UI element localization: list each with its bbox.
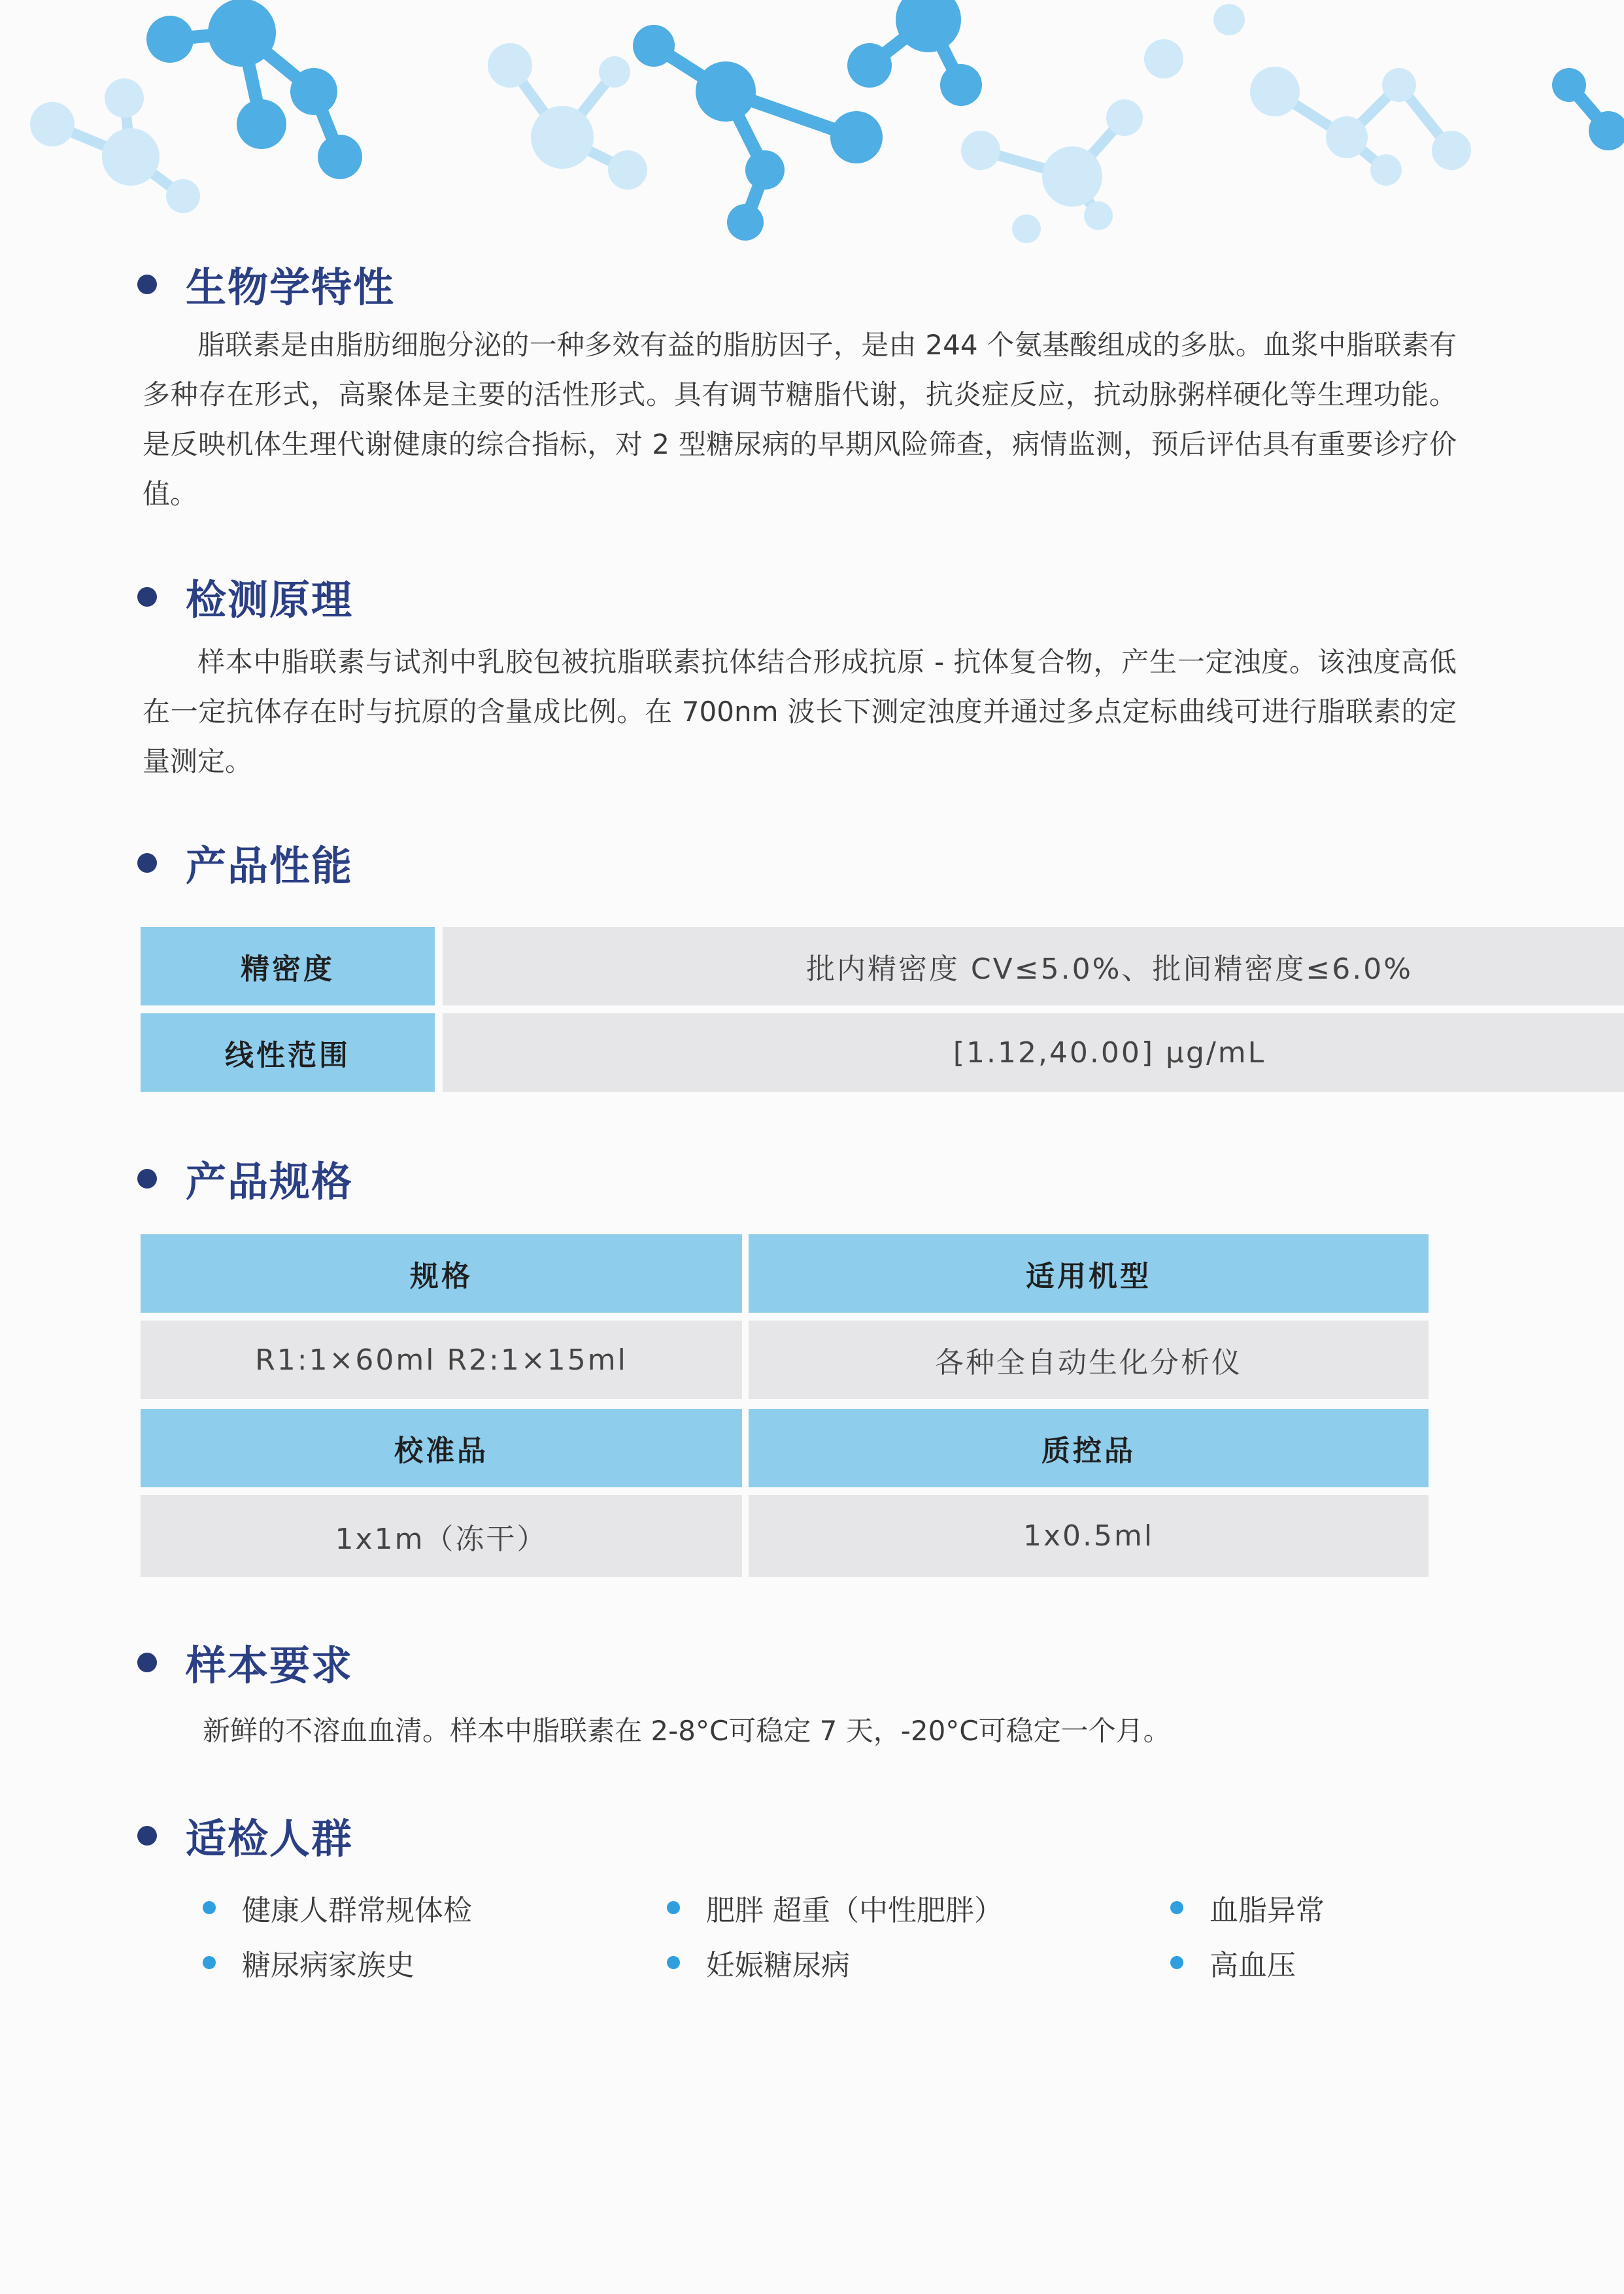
spec-value-control: 1x0.5ml: [749, 1495, 1429, 1577]
population-item: [667, 1887, 1003, 1929]
spec-header-calibrator: 校准品: [141, 1409, 742, 1487]
population-item: [1170, 1887, 1325, 1929]
population-item-label: 健康人群常规体检: [242, 1894, 472, 1927]
list-dot-icon: [203, 1956, 216, 1969]
heading-bullet-icon: [137, 1169, 157, 1189]
section-spec-title: 产品规格: [186, 1158, 354, 1206]
population-item: [203, 1942, 414, 1983]
list-dot-icon: [1170, 1956, 1183, 1969]
bio-paragraph: 脂联素是由脂肪细胞分泌的一种多效有益的脂肪因子，是由 244 个氨基酸组成的多肽。血浆中脂联素有多种存在形式，高聚体是主要的活性形式。具有调节糖脂代谢，抗炎症反应，抗动脉粥样硬化等生理功能。是反映机体生理代谢健康的综合指标，对 2 型糖尿病的早期风险筛查，病情监测，预后评估具有重要诊疗价值。: [143, 329, 1457, 510]
population-item: [1170, 1942, 1296, 1983]
performance-label-linearity: 线性范围: [141, 1013, 435, 1092]
section-performance-title: 产品性能: [186, 842, 354, 890]
population-item-label: 糖尿病家族史: [242, 1949, 414, 1982]
spec-value-calibrator: 1x1m（冻干）: [141, 1495, 742, 1577]
section-sample-title: 样本要求: [186, 1642, 354, 1689]
population-item-label: 肥胖 超重（中性肥胖）: [706, 1894, 1003, 1927]
spec-header-instrument: 适用机型: [749, 1234, 1429, 1313]
heading-bullet-icon: [137, 275, 157, 294]
performance-label-precision: 精密度: [141, 927, 435, 1005]
section-population-heading: [137, 1806, 353, 1864]
list-dot-icon: [1170, 1901, 1183, 1914]
principle-paragraph: 样本中脂联素与试剂中乳胶包被抗脂联素抗体结合形成抗原 - 抗体复合物，产生一定浊度。该浊度高低在一定抗体存在时与抗原的含量成比例。在 700nm 波长下测定浊度并通过多点定标曲线可进行脂联素的定量测定。: [143, 646, 1457, 777]
population-item-label: 妊娠糖尿病: [706, 1949, 850, 1982]
performance-value-precision: 批内精密度 CV≤5.0%、批间精密度≤6.0%: [443, 927, 1624, 1005]
spec-value-spec: R1:1×60ml R2:1×15ml: [141, 1321, 742, 1399]
heading-bullet-icon: [137, 1826, 157, 1846]
list-dot-icon: [203, 1901, 216, 1914]
heading-bullet-icon: [137, 1653, 157, 1672]
performance-value-linearity: [1.12,40.00] μg/mL: [443, 1013, 1624, 1092]
population-item: [667, 1942, 850, 1983]
list-dot-icon: [667, 1956, 680, 1969]
spec-value-instrument: 各种全自动生化分析仪: [749, 1321, 1429, 1399]
molecule-banner-decoration: [0, 0, 1624, 261]
section-population-title: 适检人群: [186, 1815, 354, 1863]
section-principle-title: 检测原理: [186, 576, 354, 624]
heading-bullet-icon: [137, 587, 157, 607]
section-spec-heading: [137, 1149, 353, 1207]
section-bio-title: 生物学特性: [186, 263, 396, 311]
population-item: [203, 1887, 472, 1929]
sample-paragraph: 新鲜的不溶血血清。样本中脂联素在 2-8°C可稳定 7 天，-20°C可稳定一个月。: [203, 1715, 1171, 1747]
population-item-label: 高血压: [1210, 1949, 1296, 1982]
spec-header-spec: 规格: [141, 1234, 742, 1313]
section-performance-heading: [137, 834, 353, 892]
section-principle-heading: [137, 567, 353, 626]
population-item-label: 血脂异常: [1210, 1894, 1325, 1927]
list-dot-icon: [667, 1901, 680, 1914]
section-bio-heading: [137, 255, 395, 313]
heading-bullet-icon: [137, 853, 157, 873]
spec-header-control: 质控品: [749, 1409, 1429, 1487]
section-sample-heading: [137, 1633, 353, 1691]
